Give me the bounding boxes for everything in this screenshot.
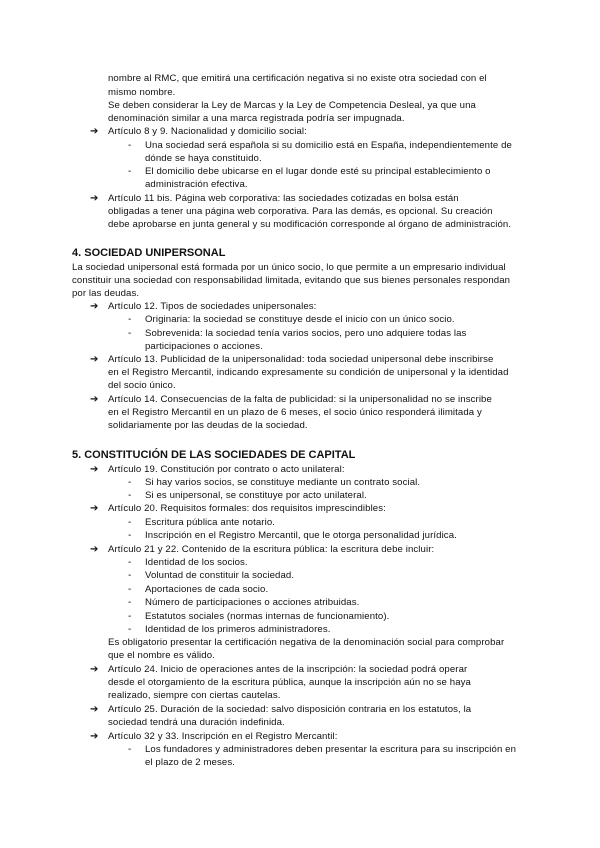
sub-item: El domicilio debe ubicarse en el lugar donde esté su principal establecimiento o [145,166,491,177]
article-item: Artículo 24. Inicio de operaciones antes de la inscripción: la sociedad podrá operar [108,664,468,675]
dash-bullet-icon: - [128,557,132,568]
dash-bullet-icon: - [128,611,132,622]
dash-bullet-icon: - [128,166,132,177]
sub-item: Sobrevenida: la sociedad tenía varios socios, pero uno adquiere todas las [145,328,467,339]
dash-bullet-icon: - [128,517,132,528]
sub-item: Una sociedad será española si su domicilio está en España, independientemente de [145,140,512,151]
arrow-bullet-icon: ➔ [90,193,99,204]
sub-item: Identidad de los primeros administradores. [145,624,331,635]
text-line: Se deben considerar la Ley de Marcas y la Ley de Competencia Desleal, ya que una [108,100,476,111]
sub-item: Número de participaciones o acciones atribuidas. [145,597,360,608]
sub-item: administración efectiva. [145,179,248,190]
sub-item: Si hay varios socios, se constituye mediante un contrato social. [145,477,421,488]
article-item: Artículo 11 bis. Página web corporativa: las sociedades cotizadas en bolsa están [108,193,459,204]
text-line: mismo nombre. [108,87,176,98]
text-line: desde el otorgamiento de la escritura pública, aunque la inscripción aún no se haya [108,677,471,688]
paragraph-line: constituir una sociedad con responsabilidad limitada, evitando que sus bienes personales respondan [72,275,511,286]
section-heading: 5. CONSTITUCIÓN DE LAS SOCIEDADES DE CAPITAL [72,449,356,461]
arrow-bullet-icon: ➔ [90,464,99,475]
sub-item: Si es unipersonal, se constituye por acto unilateral. [145,490,367,501]
article-item: Artículo 13. Publicidad de la unipersonalidad: toda sociedad unipersonal debe inscribirse [108,354,494,365]
text-line: debe aprobarse en junta general y su modificación corresponde al órgano de administración. [108,219,512,230]
text-line: denominación similar a una marca registrada podría ser impugnada. [108,113,405,124]
article-item: Artículo 25. Duración de la sociedad: salvo disposición contraria en los estatutos, la [108,704,472,715]
dash-bullet-icon: - [128,477,132,488]
dash-bullet-icon: - [128,624,132,635]
dash-bullet-icon: - [128,140,132,151]
article-item: Artículo 20. Requisitos formales: dos requisitos imprescindibles: [108,503,386,514]
text-line: obligadas a tener una página web corporativa. Para las demás, es opcional. Su creación [108,206,493,217]
arrow-bullet-icon: ➔ [90,354,99,365]
text-line: nombre al RMC, que emitirá una certificación negativa si no existe otra sociedad con el [108,73,487,84]
sub-item: el plazo de 2 meses. [145,757,235,768]
arrow-bullet-icon: ➔ [90,126,99,137]
article-item: Artículo 12. Tipos de sociedades unipersonales: [108,301,317,312]
text-line: realizado, siempre con ciertas cautelas. [108,690,281,701]
section-heading: 4. SOCIEDAD UNIPERSONAL [72,247,226,259]
dash-bullet-icon: - [128,530,132,541]
arrow-bullet-icon: ➔ [90,503,99,514]
dash-bullet-icon: - [128,328,132,339]
sub-item: dónde se haya constituido. [145,153,262,164]
arrow-bullet-icon: ➔ [90,704,99,715]
article-item: Artículo 21 y 22. Contenido de la escritura pública: la escritura debe incluir: [108,544,435,555]
arrow-bullet-icon: ➔ [90,544,99,555]
arrow-bullet-icon: ➔ [90,664,99,675]
sub-item: Los fundadores y administradores deben presentar la escritura para su inscripción en [145,744,517,755]
article-item: Artículo 8 y 9. Nacionalidad y domicilio social: [108,126,307,137]
arrow-bullet-icon: ➔ [90,731,99,742]
article-item: Artículo 32 y 33. Inscripción en el Registro Mercantil: [108,731,338,742]
text-line: solidariamente por las deudas de la sociedad. [108,420,308,431]
sub-item: Identidad de los socios. [145,557,248,568]
sub-item: Inscripción en el Registro Mercantil, que le otorga personalidad jurídica. [145,530,457,541]
text-line: Es obligatorio presentar la certificación negativa de la denominación social para comprobar [108,637,505,648]
dash-bullet-icon: - [128,597,132,608]
text-line: sociedad tendrá una duración indefinida. [108,717,285,728]
article-item: Artículo 14. Consecuencias de la falta de publicidad: si la unipersonalidad no se inscribe [108,394,492,405]
dash-bullet-icon: - [128,490,132,501]
sub-item: Voluntad de constituir la sociedad. [145,570,295,581]
sub-item: Aportaciones de cada socio. [145,584,269,595]
dash-bullet-icon: - [128,584,132,595]
text-line: que el nombre es válido. [108,650,215,661]
paragraph-line: La sociedad unipersonal está formada por un único socio, lo que permite a un empresario individual [72,262,506,273]
paragraph-line: por las deudas. [72,288,140,299]
article-item: Artículo 19. Constitución por contrato o acto unilateral: [108,464,345,475]
dash-bullet-icon: - [128,314,132,325]
dash-bullet-icon: - [128,570,132,581]
text-line: en el Registro Mercantil en un plazo de 6 meses, el socio único responderá ilimitada y [108,407,482,418]
text-line: del socio único. [108,380,176,391]
sub-item: Estatutos sociales (normas internas de funcionamiento). [145,611,390,622]
sub-item: Originaria: la sociedad se constituye desde el inicio con un único socio. [145,314,455,325]
sub-item: participaciones o acciones. [145,341,263,352]
dash-bullet-icon: - [128,744,132,755]
arrow-bullet-icon: ➔ [90,301,99,312]
arrow-bullet-icon: ➔ [90,394,99,405]
text-line: en el Registro Mercantil, indicando expresamente su condición de unipersonal y la identidad [108,367,509,378]
sub-item: Escritura pública ante notario. [145,517,276,528]
